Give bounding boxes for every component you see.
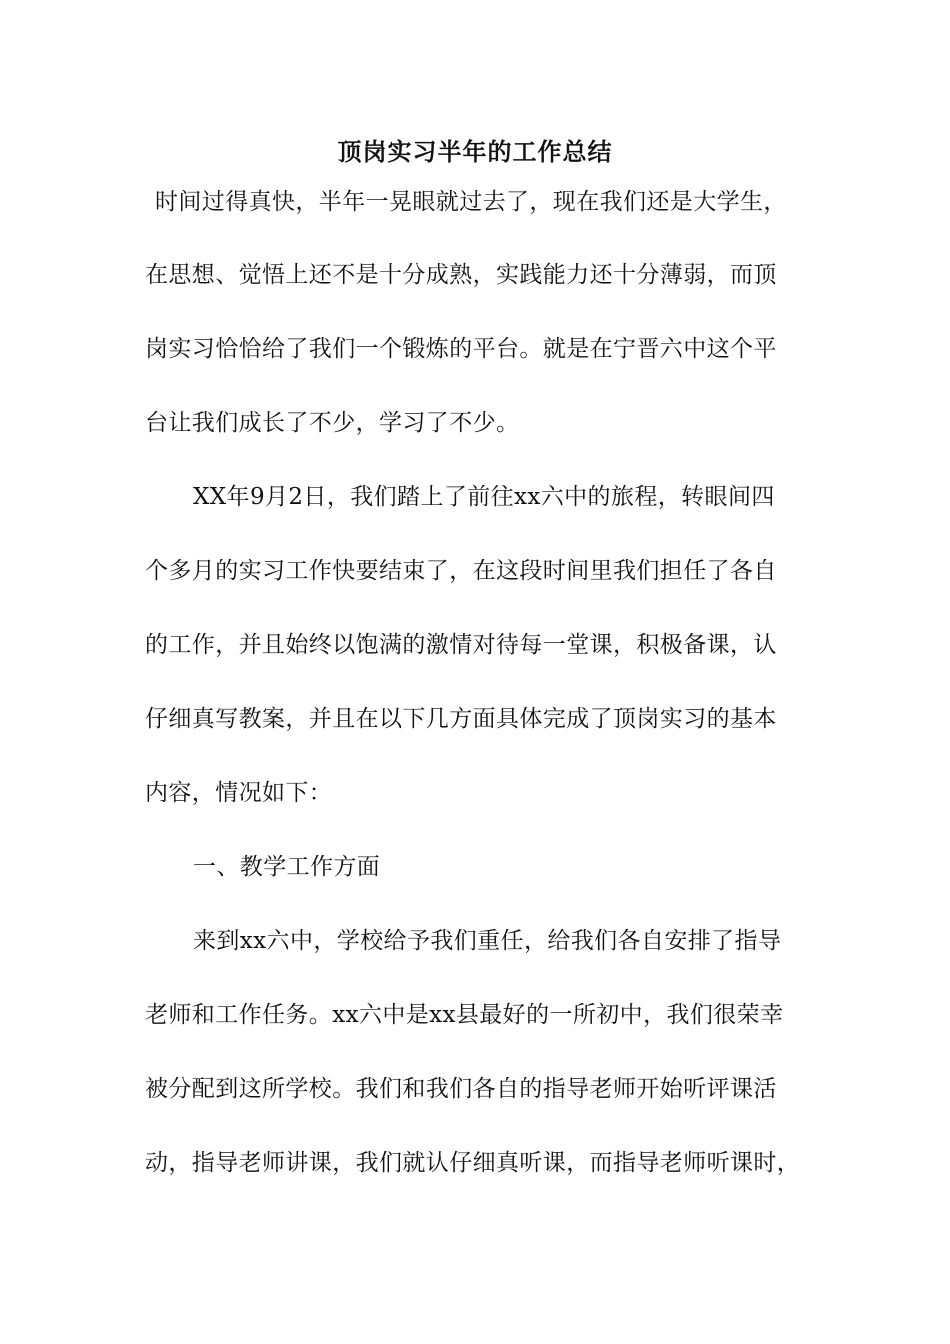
paragraph-line: 内容，情况如下： <box>145 780 333 806</box>
section-heading: 一、教学工作方面 <box>193 854 381 880</box>
paragraph-line: 来到xx六中，学校给予我们重任，给我们各自安排了指导 <box>193 928 782 954</box>
paragraph-line: 台让我们成长了不少，学习了不少。 <box>145 410 520 436</box>
paragraph-line: 个多月的实习工作快要结束了，在这段时间里我们担任了各自 <box>145 558 777 584</box>
paragraph-line: 被分配到这所学校。我们和我们各自的指导老师开始听评课活 <box>145 1076 777 1102</box>
paragraph-line: 岗实习恰恰给了我们一个锻炼的平台。就是在宁晋六中这个平 <box>145 336 777 362</box>
paragraph-line: 在思想、觉悟上还不是十分成熟，实践能力还十分薄弱，而顶 <box>145 262 777 288</box>
paragraph-line: 老师和工作任务。xx六中是xx县最好的一所初中，我们很荣幸 <box>145 1002 784 1028</box>
document-title: 顶岗实习半年的工作总结 <box>337 137 613 166</box>
paragraph-line: XX年9月2日，我们踏上了前往xx六中的旅程，转眼间四 <box>193 484 775 510</box>
paragraph-line: 时间过得真快，半年一晃眼就过去了，现在我们还是大学生， <box>155 189 787 215</box>
paragraph-line: 的工作，并且始终以饱满的激情对待每一堂课，积极备课，认 <box>145 632 777 658</box>
paragraph-line: 仔细真写教案，并且在以下几方面具体完成了顶岗实习的基本 <box>145 706 777 732</box>
paragraph-line: 动，指导老师讲课，我们就认仔细真听课，而指导老师听课时， <box>145 1150 801 1176</box>
